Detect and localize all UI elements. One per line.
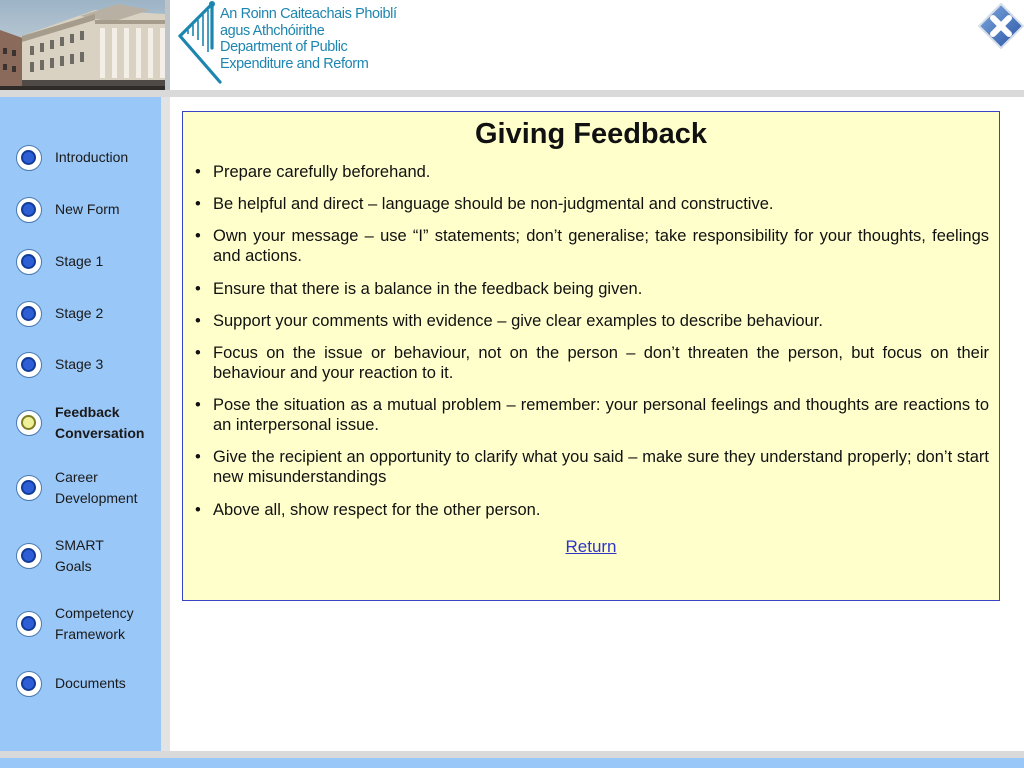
sidebar-item-label: Introduction bbox=[55, 149, 129, 165]
government-building-photo bbox=[0, 0, 165, 92]
bullet-icon: • bbox=[195, 343, 201, 362]
return-link-row bbox=[183, 537, 999, 557]
sidebar-item-label: SMART Goals bbox=[55, 537, 104, 574]
list-item-text: Above all, show respect for the other person. bbox=[213, 500, 541, 519]
photo-divider bbox=[165, 0, 170, 92]
list-item bbox=[193, 226, 989, 266]
bullet-icon: • bbox=[195, 500, 201, 519]
sidebar-item-label: Stage 3 bbox=[55, 356, 104, 372]
sidebar-item-new-form[interactable] bbox=[0, 188, 161, 232]
sidebar-item-introduction[interactable] bbox=[0, 136, 161, 180]
header bbox=[0, 0, 1024, 92]
list-item-text: Focus on the issue or behaviour, not on the person – don’t threaten the person, but focus on their behaviour and your reaction to it. bbox=[213, 343, 989, 382]
list-item bbox=[193, 311, 989, 331]
sidebar-item-label: Feedback Conversation bbox=[55, 404, 145, 441]
page-title: Giving Feedback bbox=[474, 118, 708, 150]
sidebar-item-stage-2[interactable] bbox=[0, 292, 161, 336]
list-item-text: Pose the situation as a mutual problem – remember: your personal feelings and thoughts are reactions to an interpersonal issue. bbox=[213, 396, 989, 435]
list-item bbox=[193, 343, 989, 383]
radio-selected-icon bbox=[16, 410, 42, 436]
list-item bbox=[193, 447, 989, 487]
list-item bbox=[193, 194, 989, 214]
list-item bbox=[193, 500, 989, 520]
sidebar-item-label: New Form bbox=[55, 201, 120, 217]
list-item bbox=[193, 395, 989, 435]
radio-icon bbox=[16, 543, 42, 569]
list-item-text: Give the recipient an opportunity to clarify what you said – make sure they understand properly; don’t start new misunderstandings bbox=[213, 448, 989, 487]
sidebar-item-label: Career Development bbox=[55, 469, 138, 506]
radio-icon bbox=[16, 301, 42, 327]
logo-line-irish-2: agus Athchóirithe bbox=[220, 22, 325, 39]
list-item bbox=[193, 279, 989, 299]
footer-divider bbox=[0, 751, 1024, 758]
list-item-text: Prepare carefully beforehand. bbox=[213, 163, 431, 181]
radio-icon bbox=[16, 611, 42, 637]
radio-icon bbox=[16, 352, 42, 378]
bullet-icon: • bbox=[195, 279, 201, 298]
logo-line-irish-1: An Roinn Caiteachais Phoiblí bbox=[220, 6, 397, 22]
content-panel bbox=[182, 111, 1000, 601]
sidebar-item-label: Documents bbox=[55, 675, 126, 691]
sidebar-item-feedback-conversation[interactable] bbox=[0, 401, 161, 445]
sidebar-item-career-development[interactable] bbox=[0, 466, 161, 510]
logo-line-english-2: Expenditure and Reform bbox=[220, 55, 369, 72]
bullet-icon: • bbox=[195, 311, 201, 330]
bullet-icon: • bbox=[195, 195, 201, 214]
bullet-icon: • bbox=[195, 396, 201, 415]
sidebar-item-stage-3[interactable] bbox=[0, 343, 161, 387]
sidebar-item-documents[interactable] bbox=[0, 662, 161, 706]
sidebar-item-stage-1[interactable] bbox=[0, 240, 161, 284]
bullet-icon: • bbox=[195, 448, 201, 467]
list-item-text: Ensure that there is a balance in the feedback being given. bbox=[213, 279, 643, 298]
close-button[interactable] bbox=[978, 3, 1024, 49]
feedback-tips-list bbox=[193, 162, 989, 532]
list-item bbox=[193, 162, 989, 182]
footer-bar bbox=[0, 758, 1024, 768]
sidebar-item-competency-framework[interactable] bbox=[0, 602, 161, 646]
bullet-icon: • bbox=[195, 227, 201, 246]
close-x-icon bbox=[978, 3, 1024, 49]
radio-icon bbox=[16, 249, 42, 275]
list-item-text: Own your message – use “I” statements; don’t generalise; take responsibility for your thoughts, feelings and actions. bbox=[213, 227, 989, 266]
department-name bbox=[220, 6, 410, 72]
radio-icon bbox=[16, 197, 42, 223]
logo-line-english-1: Department of Public bbox=[220, 39, 348, 55]
radio-icon bbox=[16, 145, 42, 171]
sidebar-item-smart-goals[interactable] bbox=[0, 534, 161, 578]
radio-icon bbox=[16, 475, 42, 501]
header-divider bbox=[0, 90, 1024, 97]
bullet-icon: • bbox=[195, 163, 201, 181]
sidebar-item-label: Stage 1 bbox=[55, 253, 104, 269]
sidebar-divider bbox=[161, 97, 170, 751]
list-item-text: Be helpful and direct – language should be non-judgmental and constructive. bbox=[213, 195, 774, 214]
return-link[interactable]: Return bbox=[565, 537, 617, 556]
sidebar-item-label: Competency Framework bbox=[55, 605, 134, 642]
radio-icon bbox=[16, 671, 42, 697]
sidebar-item-label: Stage 2 bbox=[55, 305, 104, 321]
list-item-text: Support your comments with evidence – give clear examples to describe behaviour. bbox=[213, 311, 823, 330]
